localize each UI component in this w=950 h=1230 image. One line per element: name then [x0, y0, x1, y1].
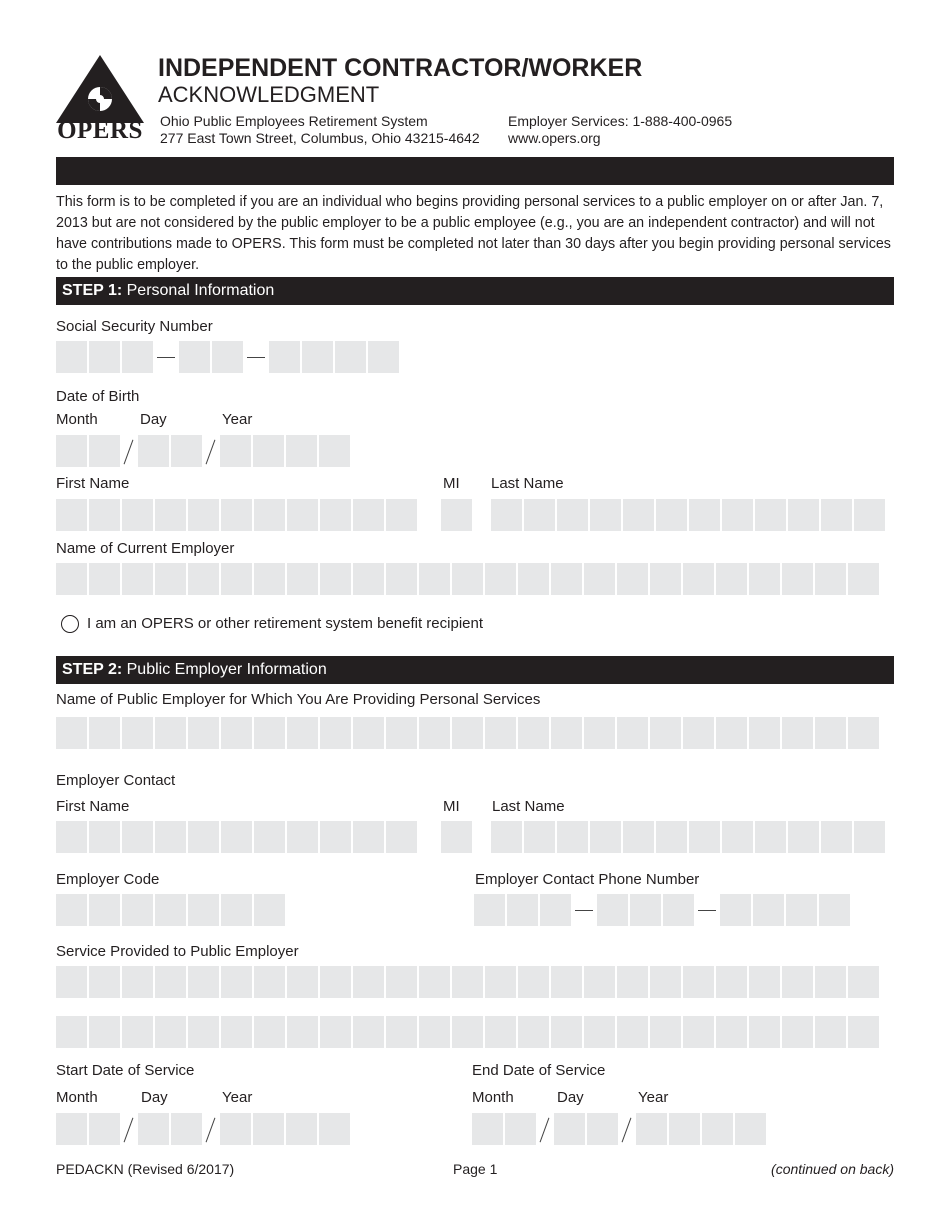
char-box[interactable] — [485, 1016, 516, 1048]
end-day-box[interactable] — [554, 1113, 585, 1145]
char-box[interactable] — [518, 1016, 549, 1048]
char-box[interactable] — [518, 717, 549, 749]
char-box[interactable] — [419, 1016, 450, 1048]
char-box[interactable] — [89, 563, 120, 595]
contact-mi-label: MI — [443, 798, 460, 815]
char-box[interactable] — [188, 1016, 219, 1048]
date-separator — [122, 1115, 136, 1143]
phone-digit-box[interactable] — [753, 894, 784, 926]
char-box[interactable] — [122, 563, 153, 595]
contact-phone-field[interactable] — [474, 894, 852, 926]
char-box[interactable] — [821, 821, 852, 853]
char-box[interactable] — [617, 1016, 648, 1048]
logo-text: OPERS — [57, 117, 143, 144]
first-name-label: First Name — [56, 475, 130, 492]
header-divider-bar — [56, 157, 894, 185]
phone-digit-box[interactable] — [540, 894, 571, 926]
char-box[interactable] — [221, 821, 252, 853]
start-month-box[interactable] — [56, 1113, 87, 1145]
char-box[interactable] — [749, 563, 780, 595]
char-box[interactable] — [89, 821, 120, 853]
form-title: INDEPENDENT CONTRACTOR/WORKER — [158, 54, 643, 82]
contact-last-name-field[interactable] — [491, 821, 887, 853]
contact-last-name-label: Last Name — [492, 798, 565, 815]
intro-paragraph: This form is to be completed if you are an individual who begins providing personal services to a public employer on or after Jan. 7, 2013 but are not considered by the public employer to be a public employee (e.g., you are an independent contractor) and will not have contributions made to OPERS. This form must be completed not later than 30 days after you begin providing personal services to the public employer. — [56, 194, 891, 273]
char-box[interactable] — [617, 563, 648, 595]
char-box[interactable] — [287, 499, 318, 531]
char-box[interactable] — [188, 499, 219, 531]
first-name-field[interactable] — [56, 499, 419, 531]
char-box[interactable] — [452, 563, 483, 595]
char-box[interactable] — [56, 821, 87, 853]
char-box[interactable] — [452, 966, 483, 998]
char-box[interactable] — [89, 894, 120, 926]
char-box[interactable] — [815, 563, 846, 595]
char-box[interactable] — [320, 563, 351, 595]
char-box[interactable] — [854, 821, 885, 853]
char-box[interactable] — [155, 821, 186, 853]
ssn-digit-box[interactable] — [122, 341, 153, 373]
contact-first-name-label: First Name — [56, 798, 130, 815]
benefit-recipient-label: I am an OPERS or other retirement system benefit recipient — [87, 615, 483, 632]
char-box[interactable] — [441, 499, 472, 531]
ssn-digit-box[interactable] — [212, 341, 243, 373]
char-box[interactable] — [617, 966, 648, 998]
char-box[interactable] — [89, 717, 120, 749]
char-box[interactable] — [353, 563, 384, 595]
employer-code-label: Employer Code — [56, 871, 160, 888]
start-day-box[interactable] — [171, 1113, 202, 1145]
ssn-digit-box[interactable] — [89, 341, 120, 373]
ssn-digit-box[interactable] — [368, 341, 399, 373]
start-day-label: Day — [141, 1089, 168, 1106]
employer-services-phone: Employer Services: 1-888-400-0965 — [508, 113, 733, 129]
phone-digit-box[interactable] — [720, 894, 751, 926]
step1-title: Personal Information — [126, 282, 275, 299]
phone-digit-box[interactable] — [630, 894, 661, 926]
char-box[interactable] — [584, 1016, 615, 1048]
start-year-label: Year — [222, 1089, 253, 1106]
step2-header — [56, 656, 894, 684]
char-box[interactable] — [788, 499, 819, 531]
start-month-label: Month — [56, 1089, 98, 1106]
char-box[interactable] — [518, 563, 549, 595]
char-box[interactable] — [221, 563, 252, 595]
start-date-label: Start Date of Service — [56, 1062, 195, 1079]
last-name-field[interactable] — [491, 499, 887, 531]
char-box[interactable] — [551, 966, 582, 998]
char-box[interactable] — [782, 563, 813, 595]
char-box[interactable] — [722, 821, 753, 853]
phone-digit-box[interactable] — [786, 894, 817, 926]
char-box[interactable] — [551, 563, 582, 595]
ssn-digit-box[interactable] — [335, 341, 366, 373]
char-box[interactable] — [122, 717, 153, 749]
phone-digit-box[interactable] — [474, 894, 505, 926]
char-box[interactable] — [221, 894, 252, 926]
char-box[interactable] — [485, 717, 516, 749]
char-box[interactable] — [854, 499, 885, 531]
char-box[interactable] — [617, 717, 648, 749]
date-separator — [204, 437, 218, 465]
end-month-box[interactable] — [472, 1113, 503, 1145]
char-box[interactable] — [815, 1016, 846, 1048]
char-box[interactable] — [689, 821, 720, 853]
char-box[interactable] — [749, 966, 780, 998]
char-box[interactable] — [320, 717, 351, 749]
char-box[interactable] — [650, 1016, 681, 1048]
mi-label: MI — [443, 475, 460, 492]
char-box[interactable] — [782, 1016, 813, 1048]
dob-year-box[interactable] — [220, 435, 251, 467]
char-box[interactable] — [755, 499, 786, 531]
char-box[interactable] — [551, 717, 582, 749]
dob-field[interactable] — [56, 435, 352, 467]
char-box[interactable] — [89, 499, 120, 531]
char-box[interactable] — [56, 1016, 87, 1048]
end-day-label: Day — [557, 1089, 584, 1106]
end-year-box[interactable] — [636, 1113, 667, 1145]
start-year-box[interactable] — [319, 1113, 350, 1145]
contact-phone-label: Employer Contact Phone Number — [475, 871, 700, 888]
char-box[interactable] — [353, 966, 384, 998]
last-name-label: Last Name — [491, 475, 564, 492]
char-box[interactable] — [386, 563, 417, 595]
char-box[interactable] — [287, 1016, 318, 1048]
dob-month-box[interactable] — [56, 435, 87, 467]
date-separator — [620, 1115, 634, 1143]
step2-label: STEP 2: — [62, 661, 123, 678]
char-box[interactable] — [353, 717, 384, 749]
char-box[interactable] — [650, 717, 681, 749]
start-year-box[interactable] — [253, 1113, 284, 1145]
char-box[interactable] — [590, 821, 621, 853]
char-box[interactable] — [320, 1016, 351, 1048]
char-box[interactable] — [155, 717, 186, 749]
char-box[interactable] — [221, 717, 252, 749]
end-date-field[interactable] — [472, 1113, 768, 1145]
employer-code-field[interactable] — [56, 894, 287, 926]
char-box[interactable] — [722, 499, 753, 531]
char-box[interactable] — [287, 821, 318, 853]
char-box[interactable] — [353, 1016, 384, 1048]
page-number: Page 1 — [453, 1161, 498, 1177]
char-box[interactable] — [557, 499, 588, 531]
ssn-digit-box[interactable] — [179, 341, 210, 373]
opers-triangle-icon — [56, 55, 144, 125]
char-box[interactable] — [551, 1016, 582, 1048]
char-box[interactable] — [155, 563, 186, 595]
step1-label: STEP 1: — [62, 282, 123, 299]
end-year-label: Year — [638, 1089, 669, 1106]
char-box[interactable] — [441, 821, 472, 853]
date-separator — [122, 437, 136, 465]
char-box[interactable] — [716, 1016, 747, 1048]
mi-field[interactable] — [441, 499, 474, 531]
char-box[interactable] — [452, 1016, 483, 1048]
ssn-label: Social Security Number — [56, 318, 213, 335]
char-box[interactable] — [848, 1016, 879, 1048]
org-name: Ohio Public Employees Retirement System — [160, 113, 428, 129]
dob-year-label: Year — [222, 411, 253, 428]
char-box[interactable] — [254, 499, 285, 531]
ssn-field[interactable] — [56, 341, 401, 373]
char-box[interactable] — [188, 966, 219, 998]
char-box[interactable] — [320, 821, 351, 853]
char-box[interactable] — [287, 717, 318, 749]
char-box[interactable] — [386, 1016, 417, 1048]
char-box[interactable] — [386, 966, 417, 998]
char-box[interactable] — [89, 1016, 120, 1048]
char-box[interactable] — [650, 966, 681, 998]
step1-header — [56, 277, 894, 305]
char-box[interactable] — [254, 717, 285, 749]
opers-logo — [56, 55, 144, 150]
char-box[interactable] — [452, 717, 483, 749]
char-box[interactable] — [353, 821, 384, 853]
dob-month-label: Month — [56, 411, 98, 428]
dob-year-box[interactable] — [286, 435, 317, 467]
contact-first-name-field[interactable] — [56, 821, 419, 853]
service-provided-field-line2[interactable] — [56, 1016, 881, 1048]
char-box[interactable] — [419, 563, 450, 595]
char-box[interactable] — [254, 563, 285, 595]
start-year-box[interactable] — [220, 1113, 251, 1145]
end-month-label: Month — [472, 1089, 514, 1106]
char-box[interactable] — [716, 563, 747, 595]
char-box[interactable] — [320, 499, 351, 531]
char-box[interactable] — [716, 966, 747, 998]
ssn-digit-box[interactable] — [269, 341, 300, 373]
employer-contact-label: Employer Contact — [56, 772, 176, 789]
start-month-box[interactable] — [89, 1113, 120, 1145]
char-box[interactable] — [254, 966, 285, 998]
char-box[interactable] — [122, 1016, 153, 1048]
char-box[interactable] — [287, 966, 318, 998]
char-box[interactable] — [221, 1016, 252, 1048]
char-box[interactable] — [716, 717, 747, 749]
dob-day-box[interactable] — [138, 435, 169, 467]
char-box[interactable] — [650, 563, 681, 595]
char-box[interactable] — [56, 499, 87, 531]
char-box[interactable] — [386, 717, 417, 749]
char-box[interactable] — [221, 499, 252, 531]
contact-mi-field[interactable] — [441, 821, 474, 853]
current-employer-label: Name of Current Employer — [56, 540, 235, 557]
phone-separator — [698, 910, 716, 911]
phone-digit-box[interactable] — [819, 894, 850, 926]
phone-digit-box[interactable] — [507, 894, 538, 926]
continued-note: (continued on back) — [771, 1161, 894, 1177]
char-box[interactable] — [122, 821, 153, 853]
char-box[interactable] — [848, 966, 879, 998]
form-id: PEDACKN (Revised 6/2017) — [56, 1161, 235, 1177]
char-box[interactable] — [815, 966, 846, 998]
char-box[interactable] — [749, 717, 780, 749]
end-year-box[interactable] — [735, 1113, 766, 1145]
char-box[interactable] — [683, 966, 714, 998]
char-box[interactable] — [485, 563, 516, 595]
start-day-box[interactable] — [138, 1113, 169, 1145]
org-address: 277 East Town Street, Columbus, Ohio 43215-4642 — [160, 130, 480, 146]
service-provided-field-line1[interactable] — [56, 966, 881, 998]
end-month-box[interactable] — [505, 1113, 536, 1145]
char-box[interactable] — [821, 499, 852, 531]
char-box[interactable] — [254, 894, 285, 926]
char-box[interactable] — [56, 966, 87, 998]
char-box[interactable] — [755, 821, 786, 853]
char-box[interactable] — [155, 1016, 186, 1048]
char-box[interactable] — [623, 821, 654, 853]
dob-day-box[interactable] — [171, 435, 202, 467]
char-box[interactable] — [122, 966, 153, 998]
char-box[interactable] — [320, 966, 351, 998]
end-year-box[interactable] — [702, 1113, 733, 1145]
char-box[interactable] — [188, 717, 219, 749]
benefit-recipient-radio[interactable] — [61, 615, 79, 633]
char-box[interactable] — [782, 966, 813, 998]
char-box[interactable] — [848, 717, 879, 749]
char-box[interactable] — [749, 1016, 780, 1048]
end-year-box[interactable] — [669, 1113, 700, 1145]
char-box[interactable] — [815, 717, 846, 749]
char-box[interactable] — [656, 499, 687, 531]
char-box[interactable] — [287, 563, 318, 595]
char-box[interactable] — [623, 499, 654, 531]
date-separator — [538, 1115, 552, 1143]
char-box[interactable] — [188, 821, 219, 853]
char-box[interactable] — [155, 894, 186, 926]
date-separator — [204, 1115, 218, 1143]
dob-year-box[interactable] — [319, 435, 350, 467]
char-box[interactable] — [689, 499, 720, 531]
end-date-label: End Date of Service — [472, 1062, 606, 1079]
char-box[interactable] — [56, 717, 87, 749]
char-box[interactable] — [584, 563, 615, 595]
current-employer-field[interactable] — [56, 563, 881, 595]
char-box[interactable] — [782, 717, 813, 749]
char-box[interactable] — [254, 1016, 285, 1048]
ssn-digit-box[interactable] — [302, 341, 333, 373]
public-employer-label: Name of Public Employer for Which You Are Providing Personal Services — [56, 691, 541, 708]
ssn-separator — [157, 357, 175, 358]
char-box[interactable] — [419, 717, 450, 749]
start-date-field[interactable] — [56, 1113, 352, 1145]
dob-day-label: Day — [140, 411, 167, 428]
char-box[interactable] — [122, 499, 153, 531]
phone-digit-box[interactable] — [597, 894, 628, 926]
char-box[interactable] — [386, 821, 417, 853]
char-box[interactable] — [419, 966, 450, 998]
char-box[interactable] — [584, 966, 615, 998]
char-box[interactable] — [491, 499, 522, 531]
char-box[interactable] — [353, 499, 384, 531]
char-box[interactable] — [122, 894, 153, 926]
char-box[interactable] — [656, 821, 687, 853]
char-box[interactable] — [155, 966, 186, 998]
form-subtitle: ACKNOWLEDGMENT — [158, 82, 380, 107]
step2-title: Public Employer Information — [126, 661, 327, 678]
start-year-box[interactable] — [286, 1113, 317, 1145]
char-box[interactable] — [683, 563, 714, 595]
phone-separator — [575, 910, 593, 911]
char-box[interactable] — [386, 499, 417, 531]
public-employer-field[interactable] — [56, 717, 881, 749]
ssn-digit-box[interactable] — [56, 341, 87, 373]
char-box[interactable] — [524, 821, 555, 853]
service-provided-label: Service Provided to Public Employer — [56, 943, 299, 960]
char-box[interactable] — [557, 821, 588, 853]
char-box[interactable] — [518, 966, 549, 998]
char-box[interactable] — [524, 499, 555, 531]
char-box[interactable] — [683, 1016, 714, 1048]
dob-label: Date of Birth — [56, 388, 140, 405]
phone-digit-box[interactable] — [663, 894, 694, 926]
char-box[interactable] — [254, 821, 285, 853]
char-box[interactable] — [155, 499, 186, 531]
char-box[interactable] — [848, 563, 879, 595]
char-box[interactable] — [590, 499, 621, 531]
char-box[interactable] — [188, 563, 219, 595]
char-box[interactable] — [788, 821, 819, 853]
ssn-separator — [247, 357, 265, 358]
end-day-box[interactable] — [587, 1113, 618, 1145]
dob-month-box[interactable] — [89, 435, 120, 467]
char-box[interactable] — [56, 563, 87, 595]
website: www.opers.org — [508, 130, 601, 146]
dob-year-box[interactable] — [253, 435, 284, 467]
char-box[interactable] — [56, 894, 87, 926]
char-box[interactable] — [584, 717, 615, 749]
char-box[interactable] — [221, 966, 252, 998]
char-box[interactable] — [485, 966, 516, 998]
char-box[interactable] — [491, 821, 522, 853]
char-box[interactable] — [188, 894, 219, 926]
char-box[interactable] — [89, 966, 120, 998]
char-box[interactable] — [683, 717, 714, 749]
